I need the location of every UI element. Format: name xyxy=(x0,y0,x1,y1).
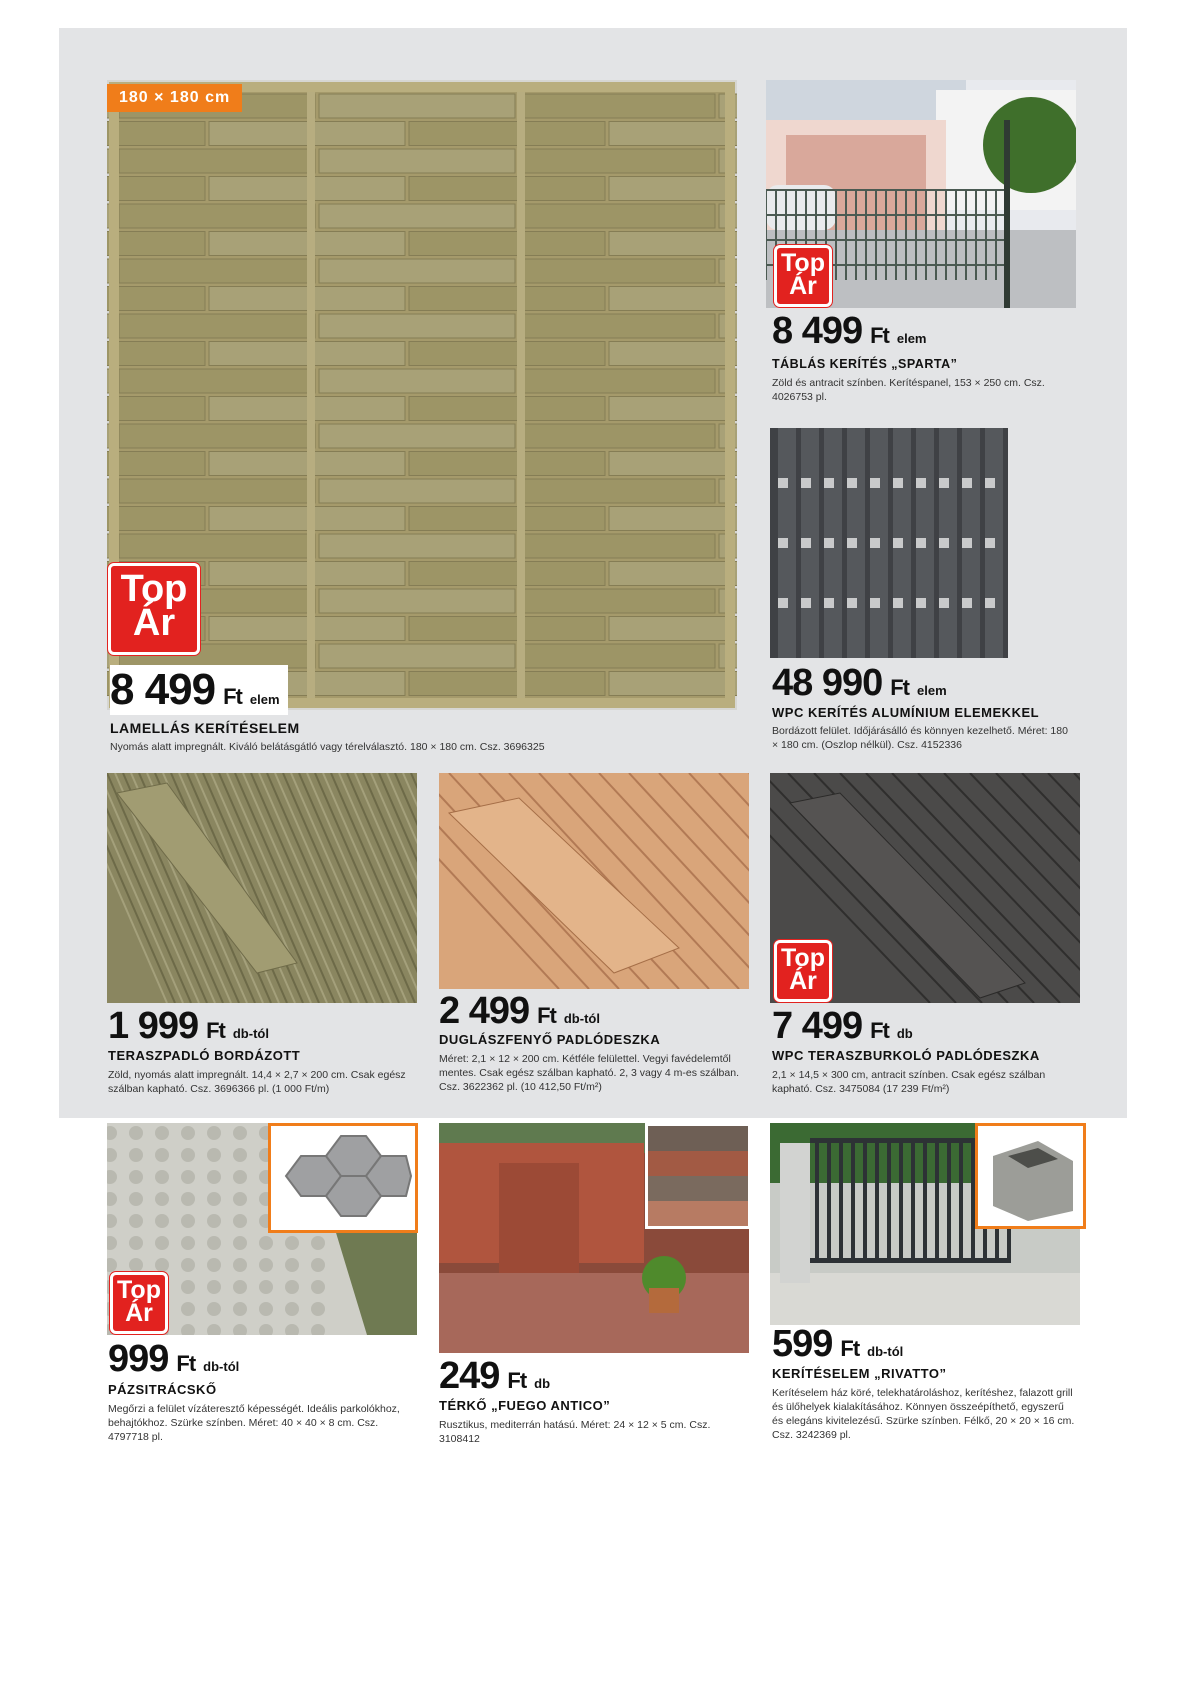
desc-pazsit: Megőrzi a felület vízáteresztő képességét. Ideális parkolókhoz, behajtókhoz. Szürke színben. Méret: 40 × 40 × 8 cm. Csz. 4797718 pl. xyxy=(108,1403,400,1443)
size-tag: 180 × 180 cm xyxy=(107,84,242,112)
top-ar-badge: Top Ár xyxy=(108,563,200,655)
lamellas-fence-image xyxy=(107,80,737,710)
rivatto-inset-image xyxy=(975,1123,1086,1229)
price-wpc-alu: 48 990 Ft elem xyxy=(772,662,947,704)
terko-inset-image xyxy=(645,1123,751,1229)
desc-sparta: Zöld és antracit színben. Kerítéspanel, 153 × 250 cm. Csz. 4026753 pl. xyxy=(772,377,1045,403)
price-pazsit: 999 Ft db-tól xyxy=(108,1338,240,1380)
desc-terko: Rusztikus, mediterrán hatású. Méret: 24 × 12 × 5 cm. Csz. 3108412 xyxy=(439,1419,711,1445)
price-teraszpadlo: 1 999 Ft db-tól xyxy=(108,1005,269,1047)
title-terko: TÉRKŐ „FUEGO ANTICO” xyxy=(439,1398,611,1413)
top-ar-badge: Top Ár xyxy=(774,245,832,307)
price-sparta: 8 499 Ft elem xyxy=(772,310,927,352)
desc-wpc-alu: Bordázott felület. Időjárásálló és könnyen kezelhető. Méret: 180 × 180 cm. (Oszlop nélkül). Csz. 4152336 xyxy=(772,725,1068,751)
price-rivatto: 599 Ft db-tól xyxy=(772,1323,904,1365)
title-wpc-terasz: WPC TERASZBURKOLÓ PADLÓDESZKA xyxy=(772,1048,1040,1063)
title-wpc-alu: WPC KERÍTÉS ALUMÍNIUM ELEMEKKEL xyxy=(772,705,1040,720)
title-pazsit: PÁZSITRÁCSKŐ xyxy=(108,1382,217,1397)
teraszpadlo-image xyxy=(107,773,417,1003)
wpc-alu-fence-image xyxy=(770,428,1008,658)
title-sparta: TÁBLÁS KERÍTÉS „SPARTA” xyxy=(772,357,958,371)
duglasz-image xyxy=(439,773,749,989)
top-ar-badge: Top Ár xyxy=(774,940,832,1002)
title-teraszpadlo: TERASZPADLÓ BORDÁZOTT xyxy=(108,1048,301,1063)
price-terko: 249 Ft db xyxy=(439,1355,551,1397)
pazsit-inset-image xyxy=(268,1123,418,1233)
desc-rivatto: Kerítéselem ház köré, telekhatároláshoz, kerítéshez, falazott grill és ülőhelyek kialakításához. Könnyen összeépíthető, egyszerű és elegáns kivitelezésű. Szürke színben. Félkő, 20 × 20 × 16 cm. Csz. 3242369 pl. xyxy=(772,1387,1075,1441)
price-duglasz: 2 499 Ft db-tól xyxy=(439,990,600,1032)
desc-teraszpadlo: Zöld, nyomás alatt impregnált. 14,4 × 2,7 × 200 cm. Csak egész szálban kapható. Csz. 3696366 pl. (1 000 Ft/m) xyxy=(108,1069,406,1095)
desc-duglasz: Méret: 2,1 × 12 × 200 cm. Kétféle felülettel. Vegyi favédelemtől mentes. Csak egész szálban kapható. 2, 3 vagy 4 m-es szálban. Csz. 3622362 pl. (10 412,50 Ft/m²) xyxy=(439,1053,739,1093)
price-lamellas: 8 499 Ft elem xyxy=(110,665,288,715)
desc-wpc-terasz: 2,1 × 14,5 × 300 cm, antracit színben. Csak egész szálban kapható. Csz. 3475084 (17 239 Ft/m²) xyxy=(772,1069,1046,1095)
title-duglasz: DUGLÁSZFENYŐ PADLÓDESZKA xyxy=(439,1032,661,1047)
title-lamellas: LAMELLÁS KERÍTÉSELEM xyxy=(110,720,300,736)
desc-lamellas: Nyomás alatt impregnált. Kiváló belátásgátló vagy térelválasztó. 180 × 180 cm. Csz. 3696325 xyxy=(110,741,545,753)
title-rivatto: KERÍTÉSELEM „RIVATTO” xyxy=(772,1366,947,1381)
price-wpc-terasz: 7 499 Ft db xyxy=(772,1005,913,1047)
top-ar-badge: Top Ár xyxy=(110,1272,168,1334)
